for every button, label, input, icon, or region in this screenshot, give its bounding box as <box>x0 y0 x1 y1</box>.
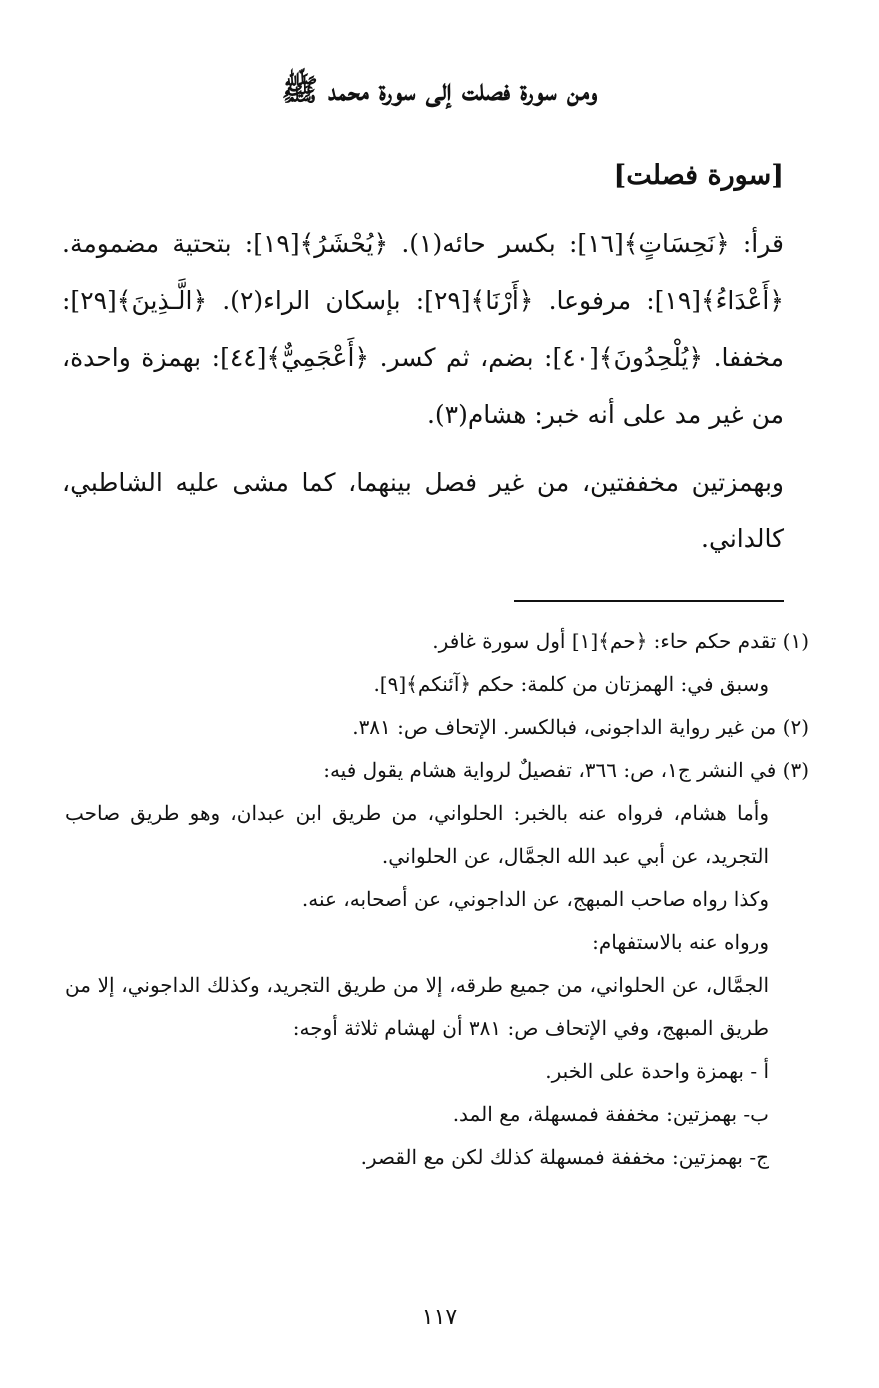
footnote-3-item-c: ج- بهمزتين: مخففة فمسهلة كذلك لكن مع القصر. <box>360 1145 769 1169</box>
main-text <box>62 215 784 567</box>
paragraph-2: وبهمزتين مخففتين، من غير فصل بينهما، كما مشى عليه الشاطبي، كالداني. <box>62 468 784 553</box>
footnote-3-paragraph-4: الجمَّال، عن الحلواني، من جميع طرقه، إلا من طريق التجريد، وكذلك الداجوني، إلا من طريق المبهج، وفي الإتحاف ص: ٣٨١ أن لهشام ثلاثة أوجه: <box>65 973 769 1040</box>
footnote-3-item-b: ب- بهمزتين: مخففة فمسهلة، مع المد. <box>452 1102 769 1126</box>
footnote-3-paragraph-1: وأما هشام، فرواه عنه بالخبر: الحلواني، من طريق ابن عبدان، وهو طريق صاحب التجريد، عن أبي عبد الله الجمَّال، عن الحلواني. <box>65 801 769 868</box>
section-title: [سورة فصلت] <box>613 160 784 191</box>
page-title: ومن سورة فصلت إلى سورة محمد ﷺ <box>281 73 598 108</box>
footnote-3-paragraph-2: وكذا رواه صاحب المبهج، عن الداجوني، عن أصحابه، عنه. <box>301 887 769 911</box>
footnote-1-line-1: (١) تقدم حكم حاء: ﴿حم﴾[١] أول سورة غافر. <box>432 629 809 653</box>
footnote-1-line-2: وسبق في: الهمزتان من كلمة: حكم ﴿آئنكم﴾[٩]. <box>373 672 769 696</box>
footnote-3-item-a: أ - بهمزة واحدة على الخبر. <box>545 1059 769 1083</box>
footnote-3-line-1: (٣) في النشر ج١، ص: ٣٦٦، تفصيلٌ لرواية هشام يقول فيه: <box>323 758 809 782</box>
footnote-3-paragraph-3: ورواه عنه بالاستفهام: <box>592 930 769 954</box>
footnotes <box>65 620 809 1179</box>
paragraph-1: قرأ: ﴿نَحِسَاتٍ﴾[١٦]: بكسر حائه(١). ﴿يُحْشَرُ﴾[١٩]: بتحتية مضمومة. ﴿أَعْدَاءُ﴾[١٩]: مرفوعا. ﴿أَرْنَا﴾[٢٩]: بإسكان الراء(٢). ﴿الَّـذِينَ﴾[٢٩]: مخففا. ﴿يُلْحِدُونَ﴾[٤٠]: بضم، ثم كسر. ﴿أَعْجَمِيٌّ﴾[٤٤]: بهمزة واحدة، من غير مد على أنه خبر: هشام(٣). <box>62 229 785 429</box>
page-number: ١١٧ <box>421 1305 458 1330</box>
footnote-separator <box>514 600 784 602</box>
footnote-2: (٢) من غير رواية الداجونى، فبالكسر. الإتحاف ص: ٣٨١. <box>352 715 809 739</box>
